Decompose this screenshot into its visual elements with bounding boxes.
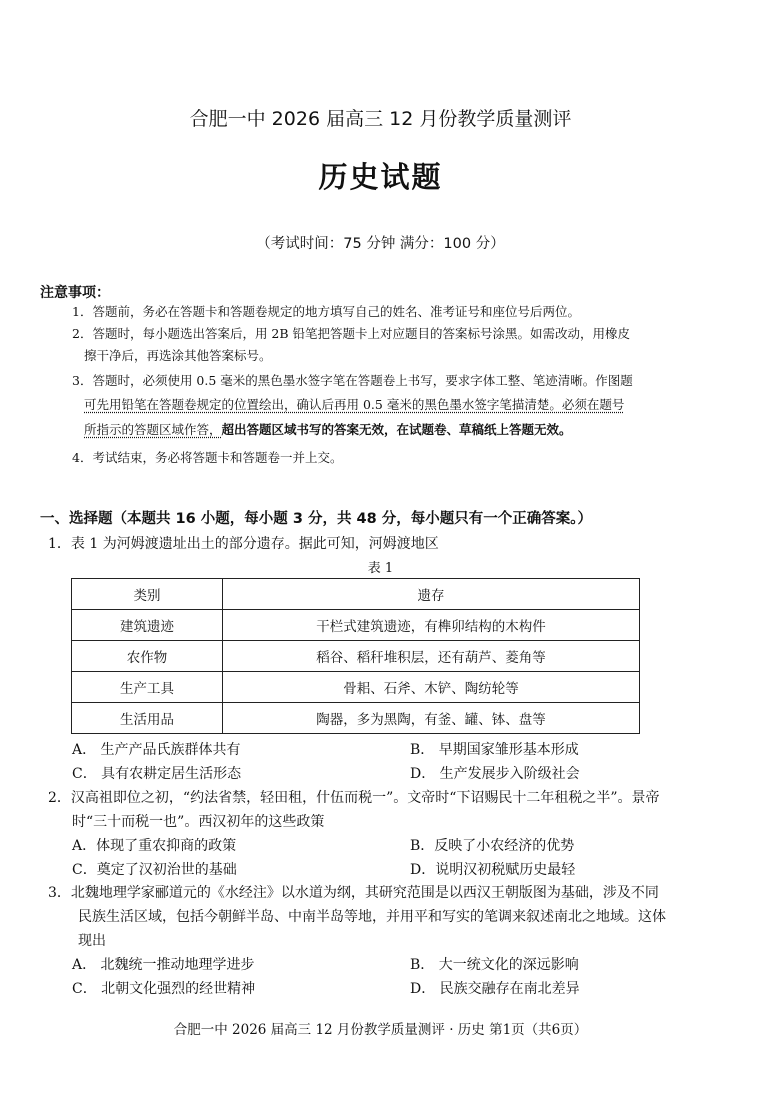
table-cell: 稻谷、稻秆堆积层，还有葫芦、菱角等 [223, 641, 640, 672]
table-caption: 表 1 [367, 561, 394, 576]
table-cell: 生产工具 [72, 672, 223, 703]
exam-info: （考试时间：75 分钟 满分：100 分） [256, 236, 505, 252]
question-1-option-a: A． 生产产品氏族群体共有 [72, 742, 241, 758]
school-title: 合肥一中 2026 届高三 12 月份教学质量测评 [189, 108, 572, 130]
subject-title: 历史试题 [318, 160, 443, 194]
table-cell: 陶器，多为黑陶，有釜、罐、钵、盘等 [223, 703, 640, 734]
question-3-stem-line-3: 现出 [78, 933, 106, 949]
page-footer: 合肥一中 2026 届高三 12 月份教学质量测评 · 历史 第1页（共6页） [173, 1022, 588, 1038]
question-2-option-a: A．体现了重农抑商的政策 [72, 838, 237, 854]
section-heading: 一、选择题（本题共 16 小题，每小题 3 分，共 48 分，每小题只有一个正确答案。） [40, 511, 592, 527]
question-2-option-d: D．说明汉初税赋历史最轻 [410, 862, 576, 878]
question-3-option-b: B． 大一统文化的深远影响 [410, 957, 579, 973]
question-1-option-c: C． 具有农耕定居生活形态 [72, 766, 242, 782]
question-2-option-c: C．奠定了汉初治世的基础 [72, 862, 237, 878]
question-3-option-d: D． 民族交融存在南北差异 [410, 981, 580, 997]
question-1-option-d: D． 生产发展步入阶级社会 [410, 766, 580, 782]
table-cell: 生活用品 [72, 703, 223, 734]
notice-item-4: 4．考试结束，务必将答题卡和答题卷一并上交。 [72, 450, 343, 465]
question-3-option-c: C． 北朝文化强烈的经世精神 [72, 981, 256, 997]
table-cell: 骨耜、石斧、木铲、陶纺轮等 [223, 672, 640, 703]
table-row [72, 641, 640, 672]
table-cell: 干栏式建筑遗迹，有榫卯结构的木构件 [223, 610, 640, 641]
question-1-option-b: B． 早期国家雏形基本形成 [410, 742, 579, 758]
question-2-stem-line-2: 时“三十而税一也”。西汉初年的这些政策 [72, 814, 325, 830]
question-3-stem-line-2: 民族生活区域，包括今朝鲜半岛、中南半岛等地，并用平和写实的笔调来叙述南北之地域。这体 [78, 909, 666, 925]
notice-item-3-bold: 超出答题区域书写的答案无效，在试题卷、草稿纸上答题无效。 [221, 422, 572, 437]
notice-item-3-normal: 所指示的答题区域作答， [84, 422, 222, 437]
table-header-row [72, 579, 640, 610]
question-2-stem-line-1: 2．汉高祖即位之初，“约法省禁，轻田租，什伍而税一”。文帝时“下诏赐民十二年租税之半”。景帝 [48, 790, 660, 806]
table-cell: 农作物 [72, 641, 223, 672]
notice-heading: 注意事项： [40, 285, 110, 301]
table-row [72, 703, 640, 734]
table-cell: 建筑遗迹 [72, 610, 223, 641]
table-header-category: 类别 [72, 579, 223, 610]
notice-item-1: 1．答题前，务必在答题卡和答题卷规定的地方填写自己的姓名、准考证号和座位号后两位。 [72, 304, 580, 319]
table-header-relics: 遗存 [223, 579, 640, 610]
question-3-stem-line-1: 3．北魏地理学家郦道元的《水经注》以水道为纲，其研究范围是以西汉王朝版图为基础，涉及不同 [48, 885, 659, 901]
table-row [72, 610, 640, 641]
notice-item-2-line-1: 2．答题时，每小题选出答案后，用 2B 铅笔把答题卡上对应题目的答案标号涂黑。如需改动，用橡皮 [72, 326, 631, 341]
question-1-stem: 1．表 1 为河姆渡遗址出土的部分遗存。据此可知，河姆渡地区 [48, 536, 439, 552]
table-row [72, 672, 640, 703]
question-2-option-b: B．反映了小农经济的优势 [410, 838, 575, 854]
notice-item-3-line-1: 3．答题时，必须使用 0.5 毫米的黑色墨水签字笔在答题卷上书写，要求字体工整、笔迹清晰。作图题 [72, 373, 633, 388]
question-3-option-a: A． 北魏统一推动地理学进步 [72, 957, 255, 973]
relic-table [71, 578, 640, 734]
notice-item-2-line-2: 擦干净后，再选涂其他答案标号。 [84, 348, 272, 363]
notice-item-3-line-3 [84, 424, 572, 437]
notice-item-3-line-2: 可先用铅笔在答题卷规定的位置绘出，确认后再用 0.5 毫米的黑色墨水签字笔描清楚。必须在题号 [84, 397, 625, 412]
